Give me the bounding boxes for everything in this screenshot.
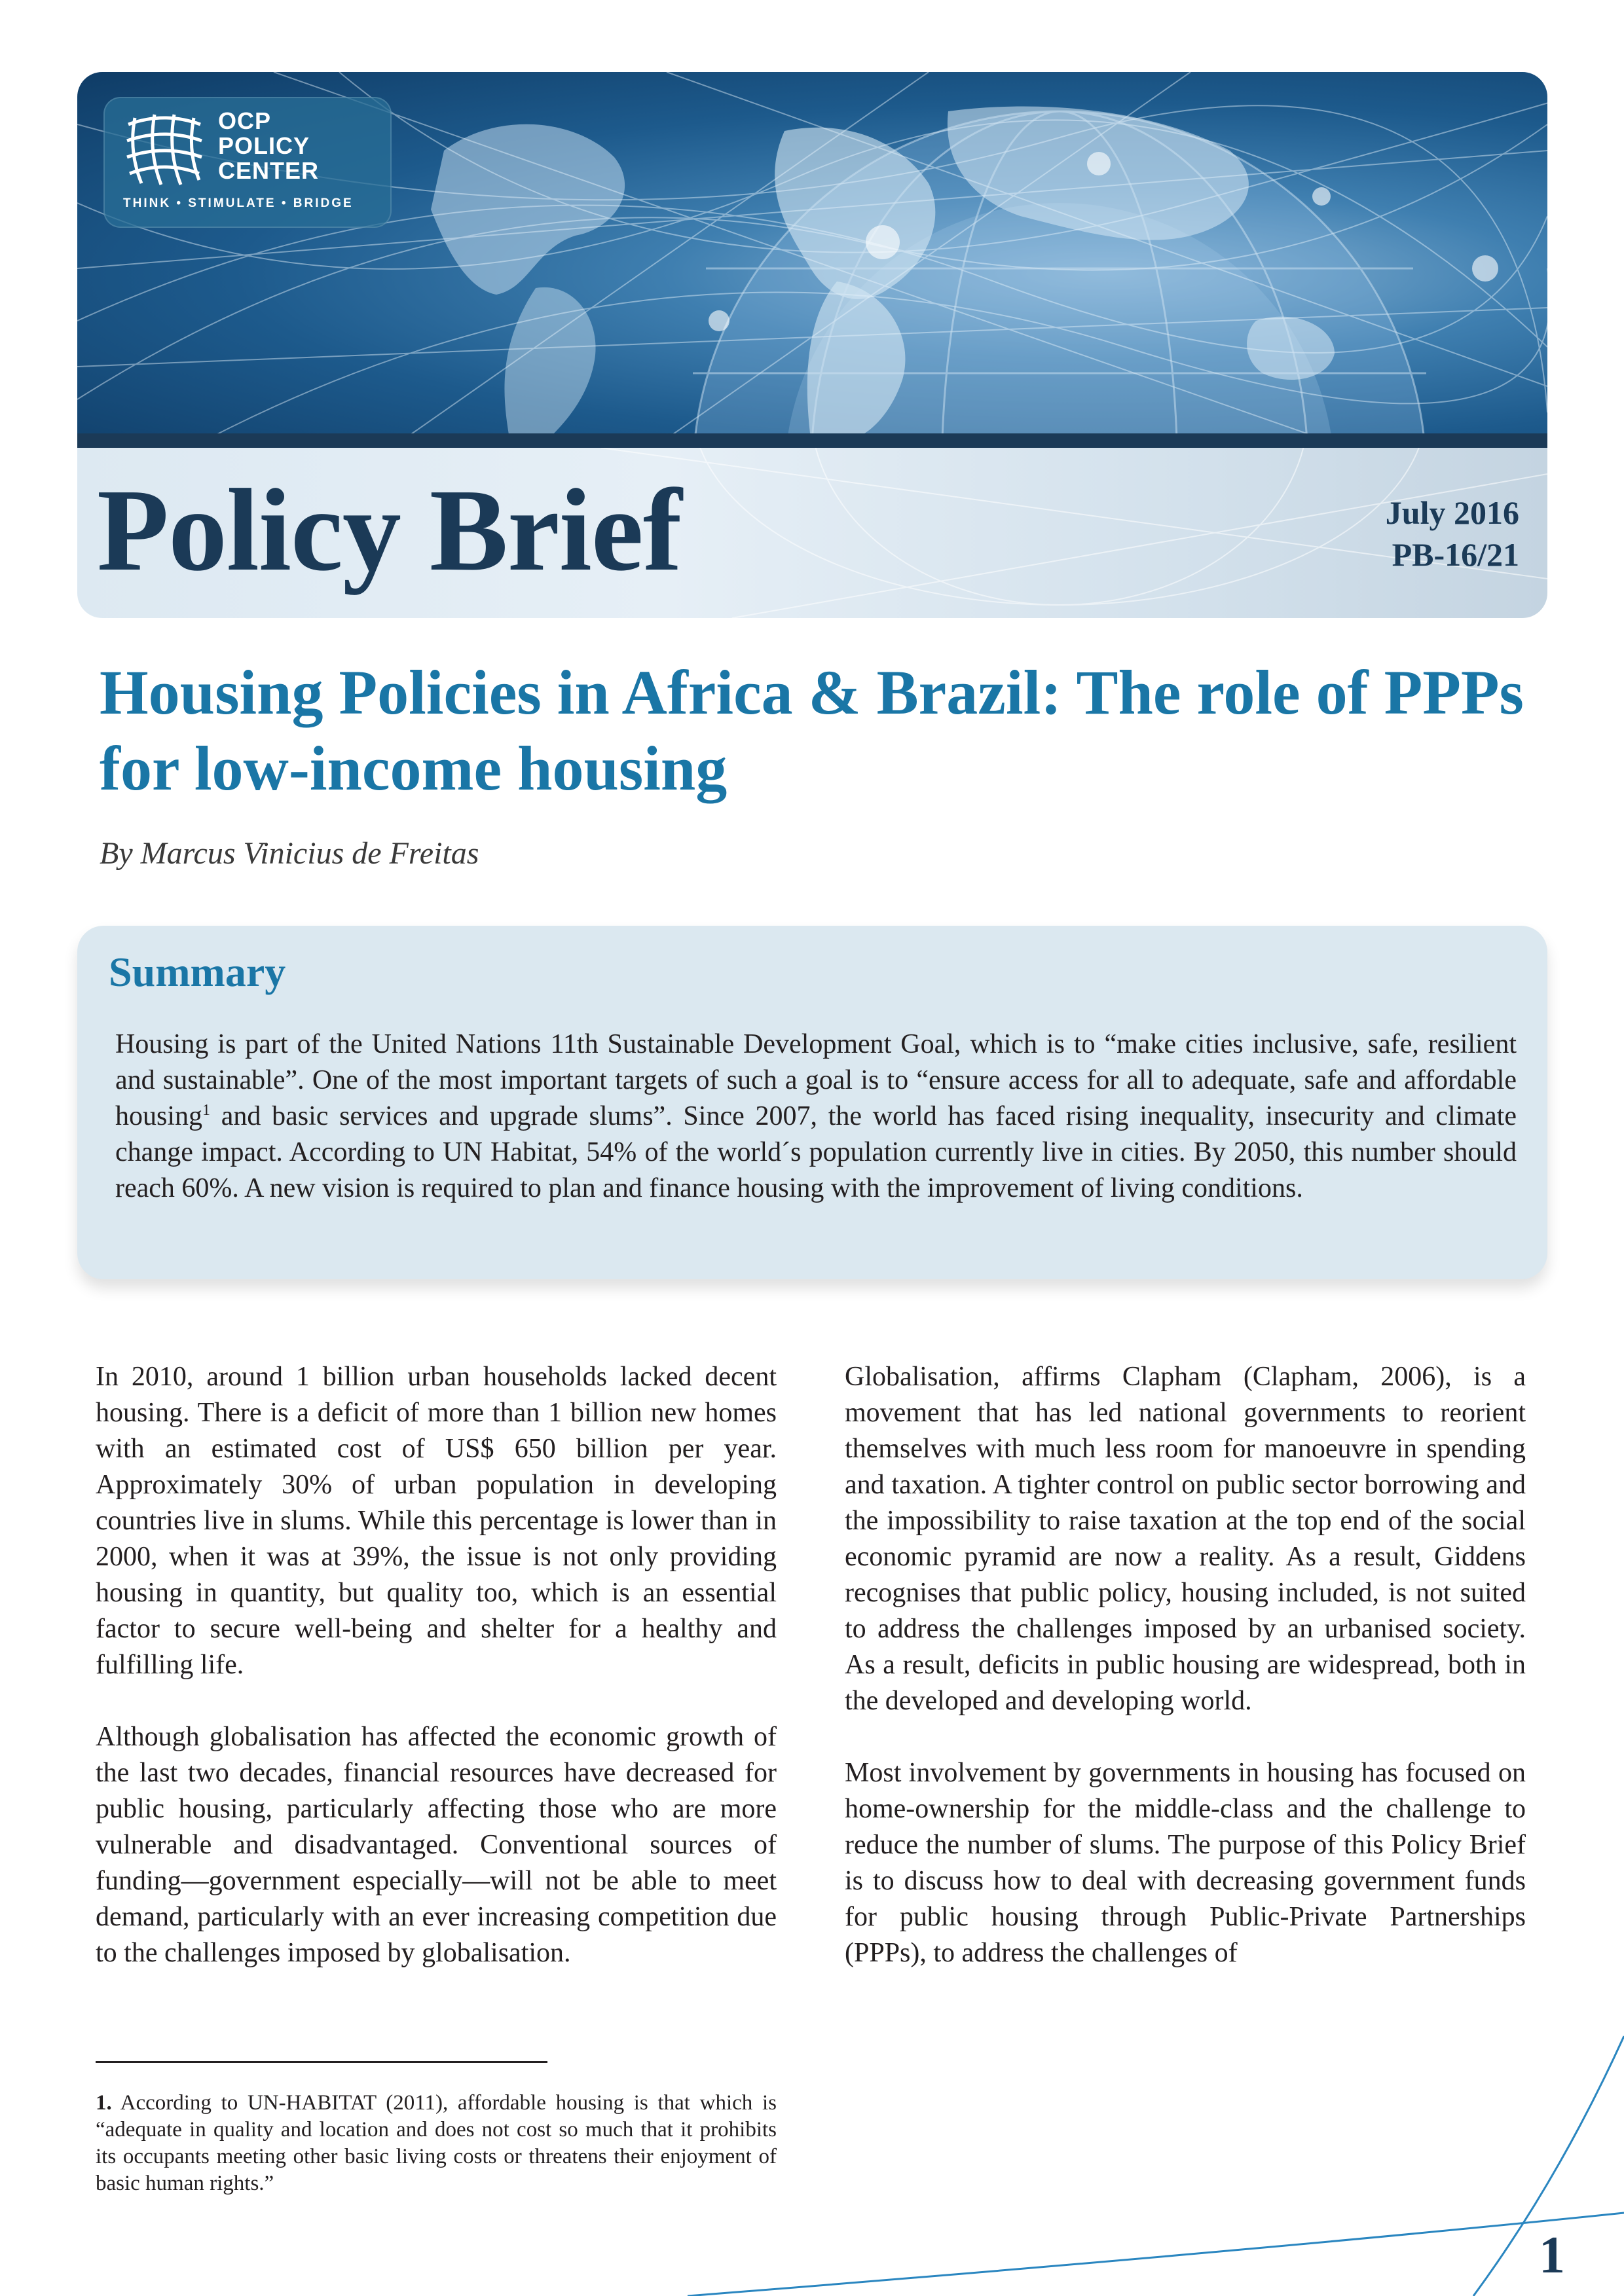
- footnote-number: 1.: [96, 2091, 112, 2115]
- summary-text-part: Housing is part of the United Nations 11th Sustainable Development Goal, which is to “make cities inclusive, safe, resilient and sustainable”. One of the most important targets of such a goal is to “ensure access for all to adequate, safe and affordable housing: [115, 1029, 1517, 1131]
- document-number: PB-16/21: [1392, 536, 1519, 573]
- body-paragraph: In 2010, around 1 billion urban households lacked decent housing. There is a deficit of more than 1 billion new homes with an estimated cost of US$ 650 billion per year. Approximately 30% of urban population in developing countries live in slums. While this percentage is lower than in 2000, when it was at 39%, the issue is not only providing housing in quantity, but quality too, which is an essential factor to secure well-being and shelter for a healthy and fulfilling life.: [96, 1362, 777, 1680]
- page-number: 1: [1539, 2227, 1565, 2284]
- body-paragraph: Most involvement by governments in housing has focused on home-ownership for the middle-class and the challenge to reduce the number of slums. The purpose of this Policy Brief is to discuss how to deal with decreasing government funds for public housing through Public-Private Partnerships (PPPs), to address the challenges of: [845, 1758, 1526, 1968]
- document-type: Policy Brief: [97, 465, 682, 595]
- footnote-ref: 1: [202, 1102, 211, 1119]
- logo-tagline: THINK • STIMULATE • BRIDGE: [123, 196, 354, 210]
- body-paragraph: Globalisation, affirms Clapham (Clapham, 2006), is a movement that has led national governments to reorient themselves with much less room for manoeuvre in spending and taxation. A tighter control on public sector borrowing and the impossibility to raise taxation at the top end of the social economic pyramid are now a reality. As a result, Giddens recognises that public policy, housing included, is not suited to address the challenges imposed by an urbanised society. As a result, deficits in public housing are widespread, both in the developed and developing world.: [845, 1362, 1526, 1716]
- publication-date: July 2016: [1385, 494, 1519, 531]
- logo-line: CENTER: [218, 157, 320, 184]
- document-title: Housing Policies in Africa & Brazil: The role of PPPs for low-income housing: [100, 657, 1524, 803]
- logo-line: POLICY: [218, 132, 310, 159]
- author-byline: By Marcus Vinicius de Freitas: [100, 836, 479, 871]
- footnote-text: According to UN-HABITAT (2011), affordable housing is that which is “adequate in quality and location and does not cost so much that it prohibits its occupants meeting other basic living costs or threatens their enjoyment of basic human rights.”: [96, 2091, 777, 2195]
- summary-text-part: and basic services and upgrade slums”. Since 2007, the world has faced rising inequality, insecurity and climate change impact. According to UN Habitat, 54% of the world´s population currently live in cities. By 2050, this number should reach 60%. A new vision is required to plan and finance housing with the improvement of living conditions.: [115, 1101, 1517, 1203]
- logo-line: OCP: [218, 107, 272, 134]
- summary-heading: Summary: [109, 949, 286, 995]
- body-paragraph: Although globalisation has affected the economic growth of the last two decades, financial resources have decreased for public housing, particularly affecting those who are more vulnerable and disadvantaged. Conventional sources of funding—government especially—will not be able to meet demand, particularly with an ever increasing competition due to the challenges imposed by globalisation.: [96, 1722, 777, 1968]
